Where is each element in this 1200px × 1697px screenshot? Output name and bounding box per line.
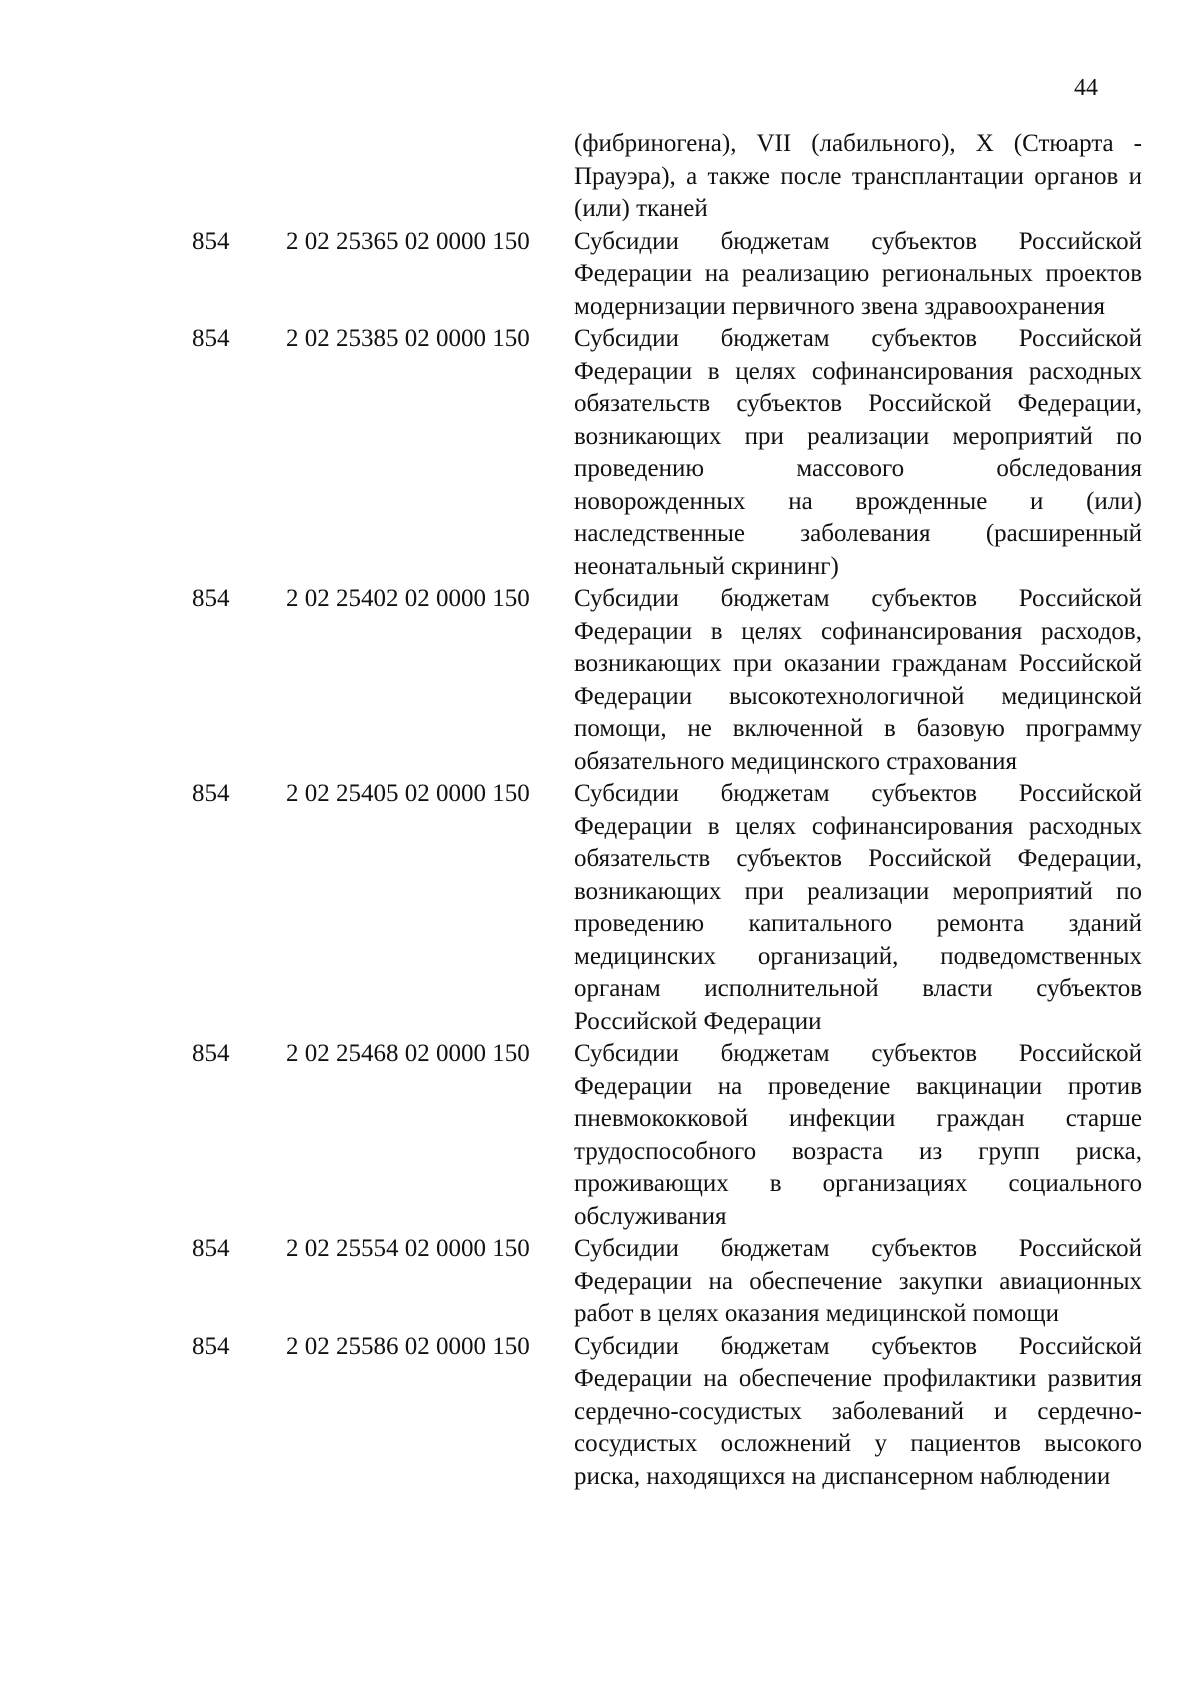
table-row (192, 1233, 1142, 1331)
admin-code-cell: 854 (192, 585, 230, 612)
admin-code-cell: 854 (192, 780, 230, 807)
table-row (192, 778, 1142, 1038)
revenue-name-cell: Субсидии бюджетам субъектов Российской Федерации на проведение вакцинации против пневмококковой инфекции граждан старше трудоспособного возраста из групп риска, проживающих в организациях социального обслуживания (574, 1040, 1142, 1230)
admin-code-cell: 854 (192, 227, 230, 255)
budget-code-cell: 2 02 25402 02 0000 150 (286, 585, 530, 612)
budget-code-cell: 2 02 25405 02 0000 150 (286, 780, 530, 807)
table-row (192, 583, 1142, 778)
table-row (192, 128, 1142, 226)
budget-codes-table (192, 128, 1142, 1493)
budget-code-cell: 2 02 25554 02 0000 150 (286, 1235, 530, 1262)
admin-code-cell: 854 (192, 1040, 230, 1067)
table-row (192, 323, 1142, 583)
revenue-name-cell: Субсидии бюджетам субъектов Российской Федерации на обеспечение закупки авиационных работ в целях оказания медицинской помощи (574, 1235, 1142, 1327)
table-row (192, 1331, 1142, 1494)
revenue-name-cell: Субсидии бюджетам субъектов Российской Федерации на обеспечение профилактики развития сердечно-сосудистых заболеваний и сердечно-сосудистых осложнений у пациентов высокого риска, находящихся на диспансерном наблюдении (574, 1332, 1142, 1490)
revenue-name-cell: Субсидии бюджетам субъектов Российской Федерации в целях софинансирования расходных обязательств субъектов Российской Федерации, возникающих при реализации мероприятий по проведению массового обследования новорожденных на врожденные и (или) наследственные заболевания (расширенный неонатальный скрининг) (574, 325, 1142, 580)
admin-code-cell: 854 (192, 325, 230, 352)
revenue-name-cell: Субсидии бюджетам субъектов Российской Федерации на реализацию региональных проектов модернизации первичного звена здравоохранения (574, 227, 1142, 320)
revenue-name-cell: (фибриногена), VII (лабильного), X (Стюарта - Прауэра), а также после трансплантации органов и (или) тканей (574, 130, 1142, 222)
revenue-name-cell: Субсидии бюджетам субъектов Российской Федерации в целях софинансирования расходных обязательств субъектов Российской Федерации, возникающих при реализации мероприятий по проведению капитального ремонта зданий медицинских организаций, подведомственных органам исполнительной власти субъектов Российской Федерации (574, 780, 1142, 1035)
table-row (192, 226, 1142, 324)
budget-code-cell: 2 02 25468 02 0000 150 (286, 1040, 530, 1067)
budget-code-cell: 2 02 25586 02 0000 150 (286, 1332, 530, 1360)
page-number: 44 (1074, 75, 1098, 101)
budget-code-cell: 2 02 25385 02 0000 150 (286, 325, 530, 352)
budget-code-cell: 2 02 25365 02 0000 150 (286, 227, 530, 255)
revenue-name-cell: Субсидии бюджетам субъектов Российской Федерации в целях софинансирования расходов, возникающих при оказании гражданам Российской Федерации высокотехнологичной медицинской помощи, не включенной в базовую программу обязательного медицинского страхования (574, 585, 1142, 775)
table-row (192, 1038, 1142, 1233)
admin-code-cell: 854 (192, 1332, 230, 1360)
admin-code-cell: 854 (192, 1235, 230, 1262)
